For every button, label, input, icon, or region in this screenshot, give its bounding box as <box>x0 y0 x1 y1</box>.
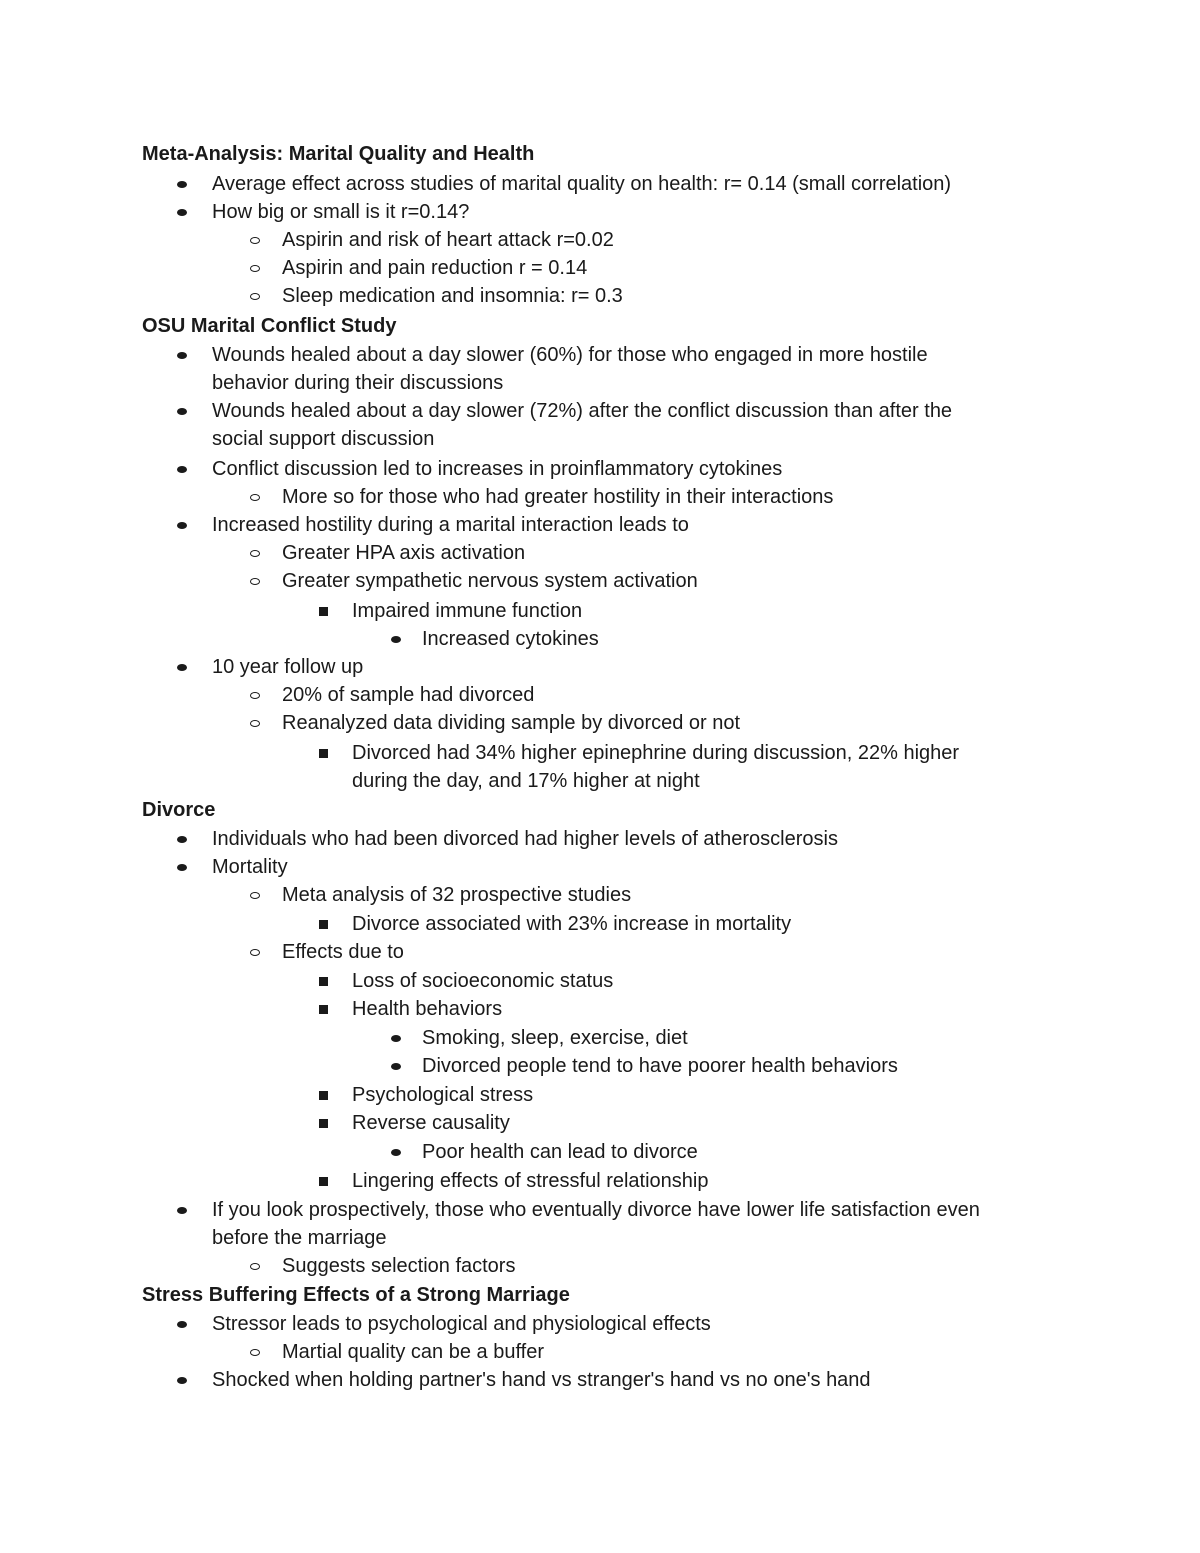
list-item: Suggests selection factors <box>282 1255 516 1277</box>
list-item: Increased cytokines <box>422 628 599 650</box>
disc-bullet-icon <box>177 466 187 473</box>
circle-bullet-icon <box>250 1349 260 1356</box>
list-item: Meta analysis of 32 prospective studies <box>282 884 632 906</box>
disc-bullet-icon <box>177 1207 187 1214</box>
disc-bullet-icon <box>177 864 187 871</box>
list-item: 20% of sample had divorced <box>282 684 535 706</box>
list-item: Mortality <box>212 856 288 878</box>
list-item: Martial quality can be a buffer <box>282 1341 545 1363</box>
square-bullet-icon <box>319 607 328 616</box>
section-heading-divorce: Divorce <box>142 799 216 821</box>
square-bullet-icon <box>319 977 328 986</box>
square-bullet-icon <box>319 1119 328 1128</box>
list-item: Reanalyzed data dividing sample by divorced or not <box>282 712 741 734</box>
circle-bullet-icon <box>250 692 260 699</box>
disc-bullet-icon <box>177 1377 187 1384</box>
section-heading-meta-analysis: Meta-Analysis: Marital Quality and Health <box>142 143 535 165</box>
disc-bullet-icon <box>177 1321 187 1328</box>
list-item-continuation: social support discussion <box>212 428 435 450</box>
square-bullet-icon <box>319 1091 328 1100</box>
disc-bullet-icon <box>177 664 187 671</box>
disc-bullet-icon <box>177 522 187 529</box>
list-item: Health behaviors <box>352 998 503 1020</box>
list-item: Conflict discussion led to increases in proinflammatory cytokines <box>212 458 783 480</box>
list-item: Wounds healed about a day slower (60%) for those who engaged in more hostile <box>212 344 928 366</box>
disc-bullet-icon <box>391 636 401 643</box>
list-item: Increased hostility during a marital interaction leads to <box>212 514 689 536</box>
circle-bullet-icon <box>250 237 260 244</box>
list-item-continuation: during the day, and 17% higher at night <box>352 770 700 792</box>
list-item: Poor health can lead to divorce <box>422 1141 698 1163</box>
list-item: Psychological stress <box>352 1084 534 1106</box>
list-item: Divorced people tend to have poorer health behaviors <box>422 1055 898 1077</box>
square-bullet-icon <box>319 1005 328 1014</box>
list-item: Aspirin and risk of heart attack r=0.02 <box>282 229 614 251</box>
list-item: Aspirin and pain reduction r = 0.14 <box>282 257 588 279</box>
list-item: Sleep medication and insomnia: r= 0.3 <box>282 285 623 307</box>
list-item: Reverse causality <box>352 1112 510 1134</box>
disc-bullet-icon <box>391 1063 401 1070</box>
list-item: Average effect across studies of marital quality on health: r= 0.14 (small correlation) <box>212 173 952 195</box>
list-item-continuation: before the marriage <box>212 1227 387 1249</box>
circle-bullet-icon <box>250 720 260 727</box>
list-item: Impaired immune function <box>352 600 583 622</box>
list-item: More so for those who had greater hostility in their interactions <box>282 486 834 508</box>
list-item: Smoking, sleep, exercise, diet <box>422 1027 688 1049</box>
square-bullet-icon <box>319 1177 328 1186</box>
list-item: Loss of socioeconomic status <box>352 970 614 992</box>
list-item: Stressor leads to psychological and physiological effects <box>212 1313 711 1335</box>
list-item: 10 year follow up <box>212 656 364 678</box>
section-heading-stress-buffering: Stress Buffering Effects of a Strong Marriage <box>142 1284 570 1306</box>
square-bullet-icon <box>319 920 328 929</box>
disc-bullet-icon <box>177 408 187 415</box>
circle-bullet-icon <box>250 949 260 956</box>
circle-bullet-icon <box>250 578 260 585</box>
circle-bullet-icon <box>250 1263 260 1270</box>
disc-bullet-icon <box>177 181 187 188</box>
section-heading-osu-study: OSU Marital Conflict Study <box>142 315 397 337</box>
disc-bullet-icon <box>177 209 187 216</box>
list-item: Wounds healed about a day slower (72%) after the conflict discussion than after the <box>212 400 953 422</box>
list-item: Greater HPA axis activation <box>282 542 526 564</box>
list-item: If you look prospectively, those who eventually divorce have lower life satisfaction even <box>212 1199 980 1221</box>
list-item: Shocked when holding partner's hand vs stranger's hand vs no one's hand <box>212 1369 871 1391</box>
circle-bullet-icon <box>250 293 260 300</box>
circle-bullet-icon <box>250 265 260 272</box>
circle-bullet-icon <box>250 892 260 899</box>
disc-bullet-icon <box>391 1035 401 1042</box>
circle-bullet-icon <box>250 494 260 501</box>
disc-bullet-icon <box>177 836 187 843</box>
list-item: Individuals who had been divorced had higher levels of atherosclerosis <box>212 828 838 850</box>
list-item: How big or small is it r=0.14? <box>212 201 470 223</box>
list-item: Lingering effects of stressful relationship <box>352 1170 709 1192</box>
disc-bullet-icon <box>391 1149 401 1156</box>
list-item: Divorced had 34% higher epinephrine during discussion, 22% higher <box>352 742 960 764</box>
list-item: Effects due to <box>282 941 404 963</box>
circle-bullet-icon <box>250 550 260 557</box>
disc-bullet-icon <box>177 352 187 359</box>
list-item: Greater sympathetic nervous system activation <box>282 570 698 592</box>
list-item: Divorce associated with 23% increase in mortality <box>352 913 792 935</box>
list-item-continuation: behavior during their discussions <box>212 372 504 394</box>
square-bullet-icon <box>319 749 328 758</box>
